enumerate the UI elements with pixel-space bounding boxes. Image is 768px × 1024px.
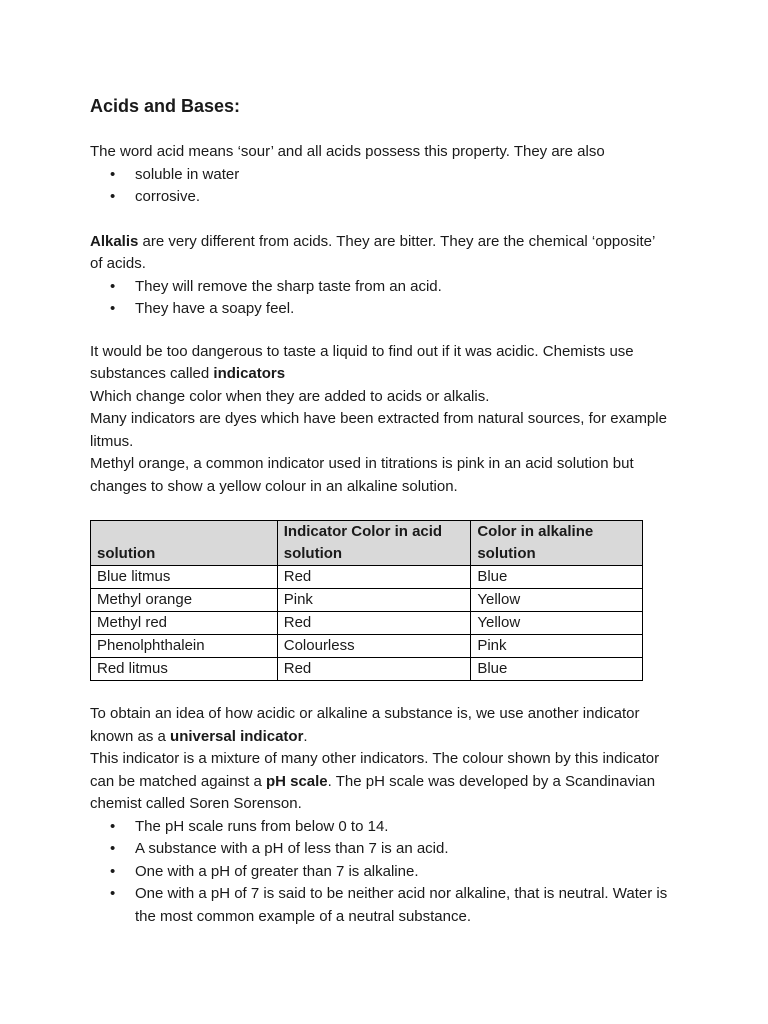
universal-term: universal indicator — [170, 727, 304, 745]
ph-text: This indicator is a mixture of many other indicators. The colour shown by this indicator can be matched against a — [90, 750, 660, 790]
table-row — [91, 589, 643, 612]
table-row — [91, 658, 643, 681]
table-cell: Red — [277, 612, 471, 635]
table-cell: Yellow — [471, 589, 643, 612]
indicators-line-3: Many indicators are dyes which have been extracted from natural sources, for example litmus. — [90, 410, 667, 450]
table-row — [91, 566, 643, 589]
indicators-text: It would be too dangerous to taste a liquid to find out if it was acidic. Chemists use substances called — [90, 342, 634, 382]
ph-term: pH scale — [265, 772, 328, 790]
alkalis-text: are very different from acids. They are bitter. They are the chemical ‘opposite’ of acids. — [90, 232, 655, 272]
list-item: • A substance with a pH of less than 7 is an acid. — [135, 838, 670, 861]
table-cell: Phenolphthalein — [91, 635, 278, 658]
universal-indicator-paragraph — [90, 703, 670, 748]
page-title: Acids and Bases: — [90, 96, 241, 116]
intro-paragraph: The word acid means ‘sour’ and all acids possess this property. They are also — [90, 143, 605, 160]
list-item: • corrosive. — [135, 186, 670, 209]
alkalis-term: Alkalis — [90, 232, 139, 250]
indicators-paragraph — [90, 341, 670, 386]
document-content — [90, 95, 670, 928]
ph-scale-paragraph — [90, 748, 670, 816]
list-item: • The pH scale runs from below 0 to 14. — [135, 816, 670, 839]
list-item: • They have a soapy feel. — [135, 298, 670, 321]
table-cell: Red litmus — [91, 658, 278, 681]
table-header-cell: Indicator Color in acid solution — [277, 521, 471, 566]
universal-text: To obtain an idea of how acidic or alkaline a substance is, we use another indicator known as a — [90, 705, 640, 745]
table-row — [91, 635, 643, 658]
table-cell: Pink — [471, 635, 643, 658]
table-header-cell: Color in alkaline solution — [471, 521, 643, 566]
universal-end: . — [303, 727, 308, 745]
intro-bullet-list — [90, 164, 670, 209]
indicators-line-4: Methyl orange, a common indicator used in titrations is pink in an acid solution but changes to show a yellow colour in an alkaline solution. — [90, 455, 634, 495]
table-cell: Red — [277, 566, 471, 589]
indicators-term: indicators — [213, 365, 286, 382]
indicators-line-2: Which change color when they are added to acids or alkalis. — [90, 387, 490, 405]
list-item: • One with a pH of 7 is said to be neither acid nor alkaline, that is neutral. Water is the most common example of a neutral substance. — [135, 883, 670, 928]
table-cell: Blue — [471, 658, 643, 681]
list-item: • soluble in water — [135, 164, 670, 187]
table-cell: Methyl red — [91, 612, 278, 635]
table-header-row — [91, 521, 643, 566]
list-item: • They will remove the sharp taste from an acid. — [135, 276, 670, 299]
table-cell: Blue — [471, 566, 643, 589]
table-cell: Yellow — [471, 612, 643, 635]
indicator-color-table — [90, 520, 643, 681]
list-item: • One with a pH of greater than 7 is alkaline. — [135, 861, 670, 884]
ph-text-end: . The pH scale was developed by a Scandinavian chemist called Soren Sorenson. — [90, 772, 656, 812]
table-cell: Blue litmus — [91, 566, 278, 589]
table-cell: Pink — [277, 589, 471, 612]
ph-bullet-list — [90, 816, 670, 929]
table-header-cell: solution — [91, 521, 278, 566]
table-cell: Colourless — [277, 635, 471, 658]
alkalis-paragraph — [90, 231, 670, 276]
table-row — [91, 612, 643, 635]
table-cell: Methyl orange — [91, 589, 278, 612]
alkalis-bullet-list — [90, 276, 670, 321]
table-cell: Red — [277, 658, 471, 681]
